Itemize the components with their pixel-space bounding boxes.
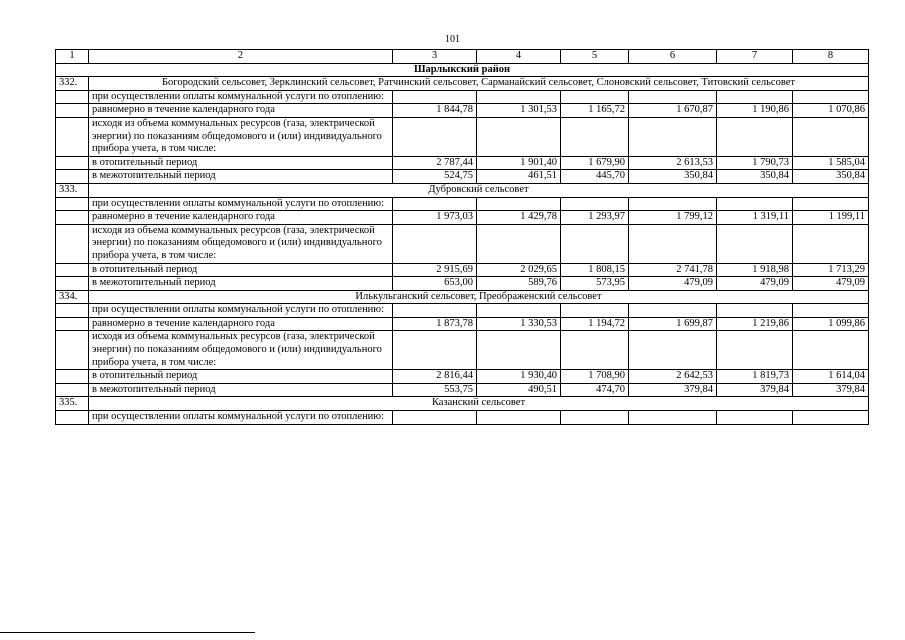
row-label: в отопительный период	[89, 156, 393, 170]
value-cell	[629, 197, 717, 211]
value-cell	[477, 304, 561, 318]
value-cell: 2 787,44	[393, 156, 477, 170]
value-cell: 1 194,72	[561, 317, 629, 331]
value-cell	[717, 90, 793, 104]
header-row	[56, 50, 869, 64]
footer-divider	[0, 632, 255, 633]
value-cell	[717, 331, 793, 370]
value-cell	[477, 90, 561, 104]
tariff-table	[55, 49, 869, 425]
value-cell	[717, 304, 793, 318]
heating-label-row	[56, 90, 869, 104]
value-cell	[393, 411, 477, 425]
heating-label-row	[56, 197, 869, 211]
value-cell: 445,70	[561, 170, 629, 184]
empty-index-cell	[56, 170, 89, 184]
row-label: исходя из объема коммунальных ресурсов (газа, электрической энергии) по показаниям общедомового и (или) индивидуального прибора учета, в том числе:	[89, 224, 393, 263]
value-cell: 1 429,78	[477, 211, 561, 225]
value-cell: 1 330,53	[477, 317, 561, 331]
value-cell	[477, 411, 561, 425]
heating-period-row	[56, 263, 869, 277]
uniform-row	[56, 317, 869, 331]
value-cell: 1 219,86	[717, 317, 793, 331]
section-index: 334.	[56, 290, 89, 304]
section-index: 335.	[56, 397, 89, 411]
header-cell: 3	[393, 50, 477, 64]
value-cell: 553,75	[393, 383, 477, 397]
value-cell	[629, 224, 717, 263]
empty-index-cell	[56, 224, 89, 263]
value-cell	[629, 331, 717, 370]
section-title: Дубровский сельсовет	[89, 183, 869, 197]
value-cell	[561, 304, 629, 318]
empty-index-cell	[56, 277, 89, 291]
value-cell	[393, 197, 477, 211]
heating-label-row	[56, 304, 869, 318]
value-cell	[793, 197, 869, 211]
empty-index-cell	[56, 197, 89, 211]
empty-index-cell	[56, 383, 89, 397]
uniform-row	[56, 104, 869, 118]
value-cell: 1 199,11	[793, 211, 869, 225]
value-cell: 2 613,53	[629, 156, 717, 170]
row-label: равномерно в течение календарного года	[89, 104, 393, 118]
empty-index-cell	[56, 370, 89, 384]
section-index: 333.	[56, 183, 89, 197]
value-cell	[793, 411, 869, 425]
value-cell	[717, 117, 793, 156]
value-cell: 1 293,97	[561, 211, 629, 225]
row-label: при осуществлении оплаты коммунальной услуги по отоплению:	[89, 304, 393, 318]
value-cell: 479,09	[629, 277, 717, 291]
value-cell: 1 679,90	[561, 156, 629, 170]
value-cell	[561, 117, 629, 156]
value-cell: 1 901,40	[477, 156, 561, 170]
value-cell: 1 808,15	[561, 263, 629, 277]
row-label: равномерно в течение календарного года	[89, 317, 393, 331]
header-cell: 2	[89, 50, 393, 64]
table-body	[56, 50, 869, 425]
value-cell: 1 973,03	[393, 211, 477, 225]
empty-index-cell	[56, 411, 89, 425]
value-cell: 1 319,11	[717, 211, 793, 225]
value-cell	[793, 90, 869, 104]
row-label: в отопительный период	[89, 370, 393, 384]
section-title: Илькульганский сельсовет, Преображенский сельсовет	[89, 290, 869, 304]
value-cell: 379,84	[793, 383, 869, 397]
uniform-row	[56, 211, 869, 225]
value-cell: 461,51	[477, 170, 561, 184]
value-cell	[561, 331, 629, 370]
value-cell: 1 708,90	[561, 370, 629, 384]
value-cell	[393, 331, 477, 370]
empty-index-cell	[56, 104, 89, 118]
value-cell: 2 915,69	[393, 263, 477, 277]
header-cell: 4	[477, 50, 561, 64]
value-cell: 2 816,44	[393, 370, 477, 384]
header-cell: 1	[56, 50, 89, 64]
value-cell	[393, 90, 477, 104]
value-cell	[629, 304, 717, 318]
region-title: Шарлыкский район	[56, 63, 869, 77]
value-cell	[561, 411, 629, 425]
section-title-row	[56, 77, 869, 91]
section-title-row	[56, 397, 869, 411]
row-label: при осуществлении оплаты коммунальной услуги по отоплению:	[89, 90, 393, 104]
value-cell: 350,84	[717, 170, 793, 184]
value-cell: 2 029,65	[477, 263, 561, 277]
empty-index-cell	[56, 211, 89, 225]
meter-label-row	[56, 331, 869, 370]
value-cell	[561, 224, 629, 263]
value-cell: 350,84	[793, 170, 869, 184]
value-cell: 474,70	[561, 383, 629, 397]
heating-label-row	[56, 411, 869, 425]
meter-label-row	[56, 224, 869, 263]
empty-index-cell	[56, 304, 89, 318]
value-cell	[477, 224, 561, 263]
value-cell: 1 819,73	[717, 370, 793, 384]
value-cell	[717, 411, 793, 425]
value-cell	[561, 197, 629, 211]
value-cell: 479,09	[717, 277, 793, 291]
row-label: в межотопительный период	[89, 277, 393, 291]
heating-period-row	[56, 370, 869, 384]
section-title: Богородский сельсовет, Зерклинский сельсовет, Ратчинский сельсовет, Сарманайский сельсовет, Слоновский сельсовет, Титовский сельсовет	[89, 77, 869, 91]
value-cell	[793, 304, 869, 318]
value-cell: 1 799,12	[629, 211, 717, 225]
empty-index-cell	[56, 90, 89, 104]
value-cell: 1 873,78	[393, 317, 477, 331]
value-cell	[393, 117, 477, 156]
value-cell	[477, 331, 561, 370]
value-cell: 1 918,98	[717, 263, 793, 277]
heating-period-row	[56, 156, 869, 170]
value-cell: 1 614,04	[793, 370, 869, 384]
value-cell: 1 165,72	[561, 104, 629, 118]
value-cell: 1 099,86	[793, 317, 869, 331]
value-cell: 573,95	[561, 277, 629, 291]
value-cell: 490,51	[477, 383, 561, 397]
header-cell: 5	[561, 50, 629, 64]
value-cell	[793, 331, 869, 370]
value-cell: 350,84	[629, 170, 717, 184]
value-cell: 589,76	[477, 277, 561, 291]
value-cell: 1 844,78	[393, 104, 477, 118]
section-index: 332.	[56, 77, 89, 91]
row-label: при осуществлении оплаты коммунальной услуги по отоплению:	[89, 197, 393, 211]
value-cell: 1 699,87	[629, 317, 717, 331]
value-cell	[393, 304, 477, 318]
value-cell: 653,00	[393, 277, 477, 291]
value-cell	[793, 117, 869, 156]
meter-label-row	[56, 117, 869, 156]
value-cell	[629, 90, 717, 104]
value-cell	[793, 224, 869, 263]
header-cell: 8	[793, 50, 869, 64]
value-cell: 1 790,73	[717, 156, 793, 170]
value-cell: 379,84	[629, 383, 717, 397]
value-cell	[393, 224, 477, 263]
value-cell	[629, 411, 717, 425]
row-label: исходя из объема коммунальных ресурсов (газа, электрической энергии) по показаниям общедомового и (или) индивидуального прибора учета, в том числе:	[89, 117, 393, 156]
section-title-row	[56, 290, 869, 304]
row-label: при осуществлении оплаты коммунальной услуги по отоплению:	[89, 411, 393, 425]
row-label: в межотопительный период	[89, 383, 393, 397]
value-cell: 2 642,53	[629, 370, 717, 384]
empty-index-cell	[56, 331, 89, 370]
row-label: в межотопительный период	[89, 170, 393, 184]
section-title-row	[56, 183, 869, 197]
interheating-period-row	[56, 277, 869, 291]
header-cell: 7	[717, 50, 793, 64]
value-cell: 1 713,29	[793, 263, 869, 277]
value-cell: 2 741,78	[629, 263, 717, 277]
region-row	[56, 63, 869, 77]
value-cell: 1 670,87	[629, 104, 717, 118]
value-cell: 1 190,86	[717, 104, 793, 118]
interheating-period-row	[56, 170, 869, 184]
row-label: в отопительный период	[89, 263, 393, 277]
value-cell	[561, 90, 629, 104]
value-cell: 524,75	[393, 170, 477, 184]
interheating-period-row	[56, 383, 869, 397]
value-cell	[477, 117, 561, 156]
row-label: исходя из объема коммунальных ресурсов (газа, электрической энергии) по показаниям общедомового и (или) индивидуального прибора учета, в том числе:	[89, 331, 393, 370]
page-number: 101	[445, 34, 460, 45]
value-cell	[629, 117, 717, 156]
section-title: Казанский сельсовет	[89, 397, 869, 411]
empty-index-cell	[56, 117, 89, 156]
header-cell: 6	[629, 50, 717, 64]
value-cell	[717, 197, 793, 211]
value-cell	[717, 224, 793, 263]
value-cell: 379,84	[717, 383, 793, 397]
value-cell: 1 930,40	[477, 370, 561, 384]
empty-index-cell	[56, 156, 89, 170]
value-cell: 1 585,04	[793, 156, 869, 170]
row-label: равномерно в течение календарного года	[89, 211, 393, 225]
value-cell: 1 070,86	[793, 104, 869, 118]
value-cell: 1 301,53	[477, 104, 561, 118]
empty-index-cell	[56, 317, 89, 331]
empty-index-cell	[56, 263, 89, 277]
value-cell: 479,09	[793, 277, 869, 291]
value-cell	[477, 197, 561, 211]
